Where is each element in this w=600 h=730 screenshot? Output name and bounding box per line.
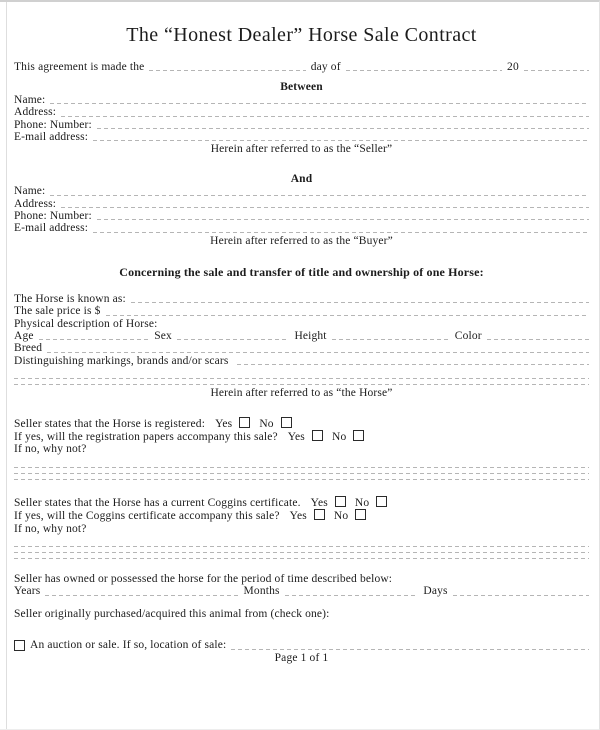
buyer-footnote: Herein after referred to as the “Buyer” xyxy=(210,234,393,247)
color-blank[interactable] xyxy=(487,336,589,340)
markings-label: Distinguishing markings, brands and/or scars xyxy=(14,354,229,367)
months-label: Months xyxy=(243,585,280,598)
markings-blank[interactable] xyxy=(237,361,589,365)
papers-question: If yes, will the registration papers accompany this sale? xyxy=(14,430,278,443)
buyer-email-blank[interactable] xyxy=(93,229,589,233)
age-blank[interactable] xyxy=(39,336,149,340)
coggins-answer-blank-2[interactable] xyxy=(14,549,589,553)
papers-yes-checkbox[interactable] xyxy=(312,430,323,441)
coggins-accompany-yes-checkbox[interactable] xyxy=(314,509,325,520)
section-heading-concerning: Concerning the sale and transfer of title and ownership of one Horse: xyxy=(119,265,484,280)
physical-description-label: Physical description of Horse: xyxy=(14,317,158,330)
height-blank[interactable] xyxy=(332,336,449,340)
years-group xyxy=(14,585,238,597)
buyer-name-line xyxy=(14,185,589,197)
seller-phone-label: Phone: Number: xyxy=(14,118,92,131)
registration-answer-blank-1[interactable] xyxy=(14,464,589,468)
horse-attributes-line xyxy=(14,330,589,342)
days-group xyxy=(423,585,589,597)
buyer-name-label: Name: xyxy=(14,185,46,198)
auction-option-label: An auction or sale. If so, location of sale: xyxy=(30,639,227,652)
breed-line xyxy=(14,342,589,354)
horse-known-as-blank[interactable] xyxy=(131,299,589,303)
auction-checkbox[interactable] xyxy=(14,640,25,651)
seller-address-label: Address: xyxy=(14,106,57,119)
sale-price-label: The sale price is $ xyxy=(14,305,101,318)
horse-known-as-line xyxy=(14,293,589,305)
yes-label: Yes xyxy=(287,430,305,443)
registration-why-not-label: If no, why not? xyxy=(14,443,87,456)
breed-blank[interactable] xyxy=(47,349,589,353)
no-label: No xyxy=(331,430,347,443)
years-blank[interactable] xyxy=(45,592,237,596)
section-heading-between: Between xyxy=(280,81,323,94)
coggins-accompany-yes-no xyxy=(290,510,367,522)
height-label: Height xyxy=(294,329,327,342)
breed-label: Breed xyxy=(14,342,43,355)
registered-question-line xyxy=(14,417,589,430)
agreement-month-blank[interactable] xyxy=(346,67,502,71)
registration-answer-blank-3[interactable] xyxy=(14,476,589,480)
seller-name-blank[interactable] xyxy=(50,100,589,104)
seller-name-label: Name: xyxy=(14,93,46,106)
agreement-date-line xyxy=(14,61,589,73)
coggins-answer-line xyxy=(14,555,589,561)
seller-email-label: E-mail address: xyxy=(14,131,89,144)
months-group xyxy=(244,585,418,597)
coggins-question-line xyxy=(14,496,589,509)
seller-email-blank[interactable] xyxy=(93,137,589,141)
seller-address-line xyxy=(14,106,589,118)
registration-answer-line xyxy=(14,476,589,482)
yes-label: Yes xyxy=(289,510,307,523)
sale-price-line xyxy=(14,305,589,317)
coggins-answer-blank-1[interactable] xyxy=(14,543,589,547)
buyer-address-label: Address: xyxy=(14,197,57,210)
sex-blank[interactable] xyxy=(177,336,289,340)
registered-yes-no xyxy=(215,418,292,430)
agreement-day-of: day of xyxy=(310,61,341,73)
no-label: No xyxy=(333,510,349,523)
coggins-yes-checkbox[interactable] xyxy=(335,496,346,507)
ownership-intro: Seller has owned or possessed the horse for the period of time described below: xyxy=(14,572,393,585)
agreement-year-blank[interactable] xyxy=(524,67,589,71)
height-group xyxy=(294,330,448,342)
markings-extra-blank-2[interactable] xyxy=(14,381,589,385)
coggins-no-checkbox[interactable] xyxy=(376,496,387,507)
contract-body xyxy=(0,23,599,664)
sale-price-blank[interactable] xyxy=(106,312,589,316)
registered-question: Seller states that the Horse is registered: xyxy=(14,417,206,430)
auction-option-line xyxy=(14,639,589,651)
horse-known-as-label: The Horse is known as: xyxy=(14,292,126,305)
page-left-border xyxy=(6,2,7,729)
coggins-accompany-question: If yes, will the Coggins certificate accompany this sale? xyxy=(14,510,280,523)
buyer-phone-blank[interactable] xyxy=(97,216,589,220)
seller-footnote: Herein after referred to as the “Seller” xyxy=(210,143,393,156)
days-blank[interactable] xyxy=(453,592,589,596)
coggins-why-not-label: If no, why not? xyxy=(14,522,87,535)
seller-name-line xyxy=(14,94,589,106)
years-label: Years xyxy=(14,585,41,598)
seller-address-blank[interactable] xyxy=(61,113,589,117)
agreement-day-blank[interactable] xyxy=(149,67,305,71)
registered-yes-checkbox[interactable] xyxy=(239,417,250,428)
agreement-prefix: This agreement is made the xyxy=(14,61,145,73)
horse-footnote: Herein after referred to as “the Horse” xyxy=(210,387,393,400)
acquisition-intro: Seller originally purchased/acquired this animal from (check one): xyxy=(14,607,330,620)
markings-extra-blank-1[interactable] xyxy=(14,375,589,379)
buyer-email-label: E-mail address: xyxy=(14,222,89,235)
age-label: Age xyxy=(14,329,34,342)
papers-question-line xyxy=(14,430,589,443)
buyer-email-line xyxy=(14,222,589,234)
seller-phone-blank[interactable] xyxy=(97,125,589,129)
buyer-name-blank[interactable] xyxy=(50,192,589,196)
seller-email-line xyxy=(14,131,589,143)
color-group xyxy=(455,330,589,342)
buyer-phone-label: Phone: Number: xyxy=(14,210,92,223)
agreement-year-prefix: 20 xyxy=(507,61,519,73)
months-blank[interactable] xyxy=(285,592,418,596)
papers-yes-no xyxy=(288,431,365,443)
ownership-duration-line xyxy=(14,585,589,597)
coggins-accompany-line xyxy=(14,509,589,522)
days-label: Days xyxy=(423,585,448,598)
markings-line xyxy=(14,355,589,367)
buyer-phone-line xyxy=(14,210,589,222)
papers-no-checkbox[interactable] xyxy=(353,430,364,441)
color-label: Color xyxy=(454,329,482,342)
age-group xyxy=(14,330,148,342)
coggins-question: Seller states that the Horse has a current Coggins certificate. xyxy=(14,496,301,509)
page-number: Page 1 of 1 xyxy=(274,651,329,664)
yes-label: Yes xyxy=(215,417,233,430)
yes-label: Yes xyxy=(310,496,328,509)
registered-no-checkbox[interactable] xyxy=(281,417,292,428)
buyer-address-blank[interactable] xyxy=(61,204,589,208)
sex-group xyxy=(154,330,288,342)
seller-phone-line xyxy=(14,119,589,131)
page-title: The “Honest Dealer” Horse Sale Contract xyxy=(126,24,477,46)
auction-location-blank[interactable] xyxy=(231,646,589,650)
no-label: No xyxy=(354,496,370,509)
no-label: No xyxy=(259,417,274,430)
coggins-answer-blank-3[interactable] xyxy=(14,555,589,559)
coggins-yes-no xyxy=(311,497,388,509)
buyer-address-line xyxy=(14,198,589,210)
coggins-accompany-no-checkbox[interactable] xyxy=(355,509,366,520)
section-heading-and: And xyxy=(290,172,313,185)
sex-label: Sex xyxy=(154,329,172,342)
registration-answer-blank-2[interactable] xyxy=(14,470,589,474)
